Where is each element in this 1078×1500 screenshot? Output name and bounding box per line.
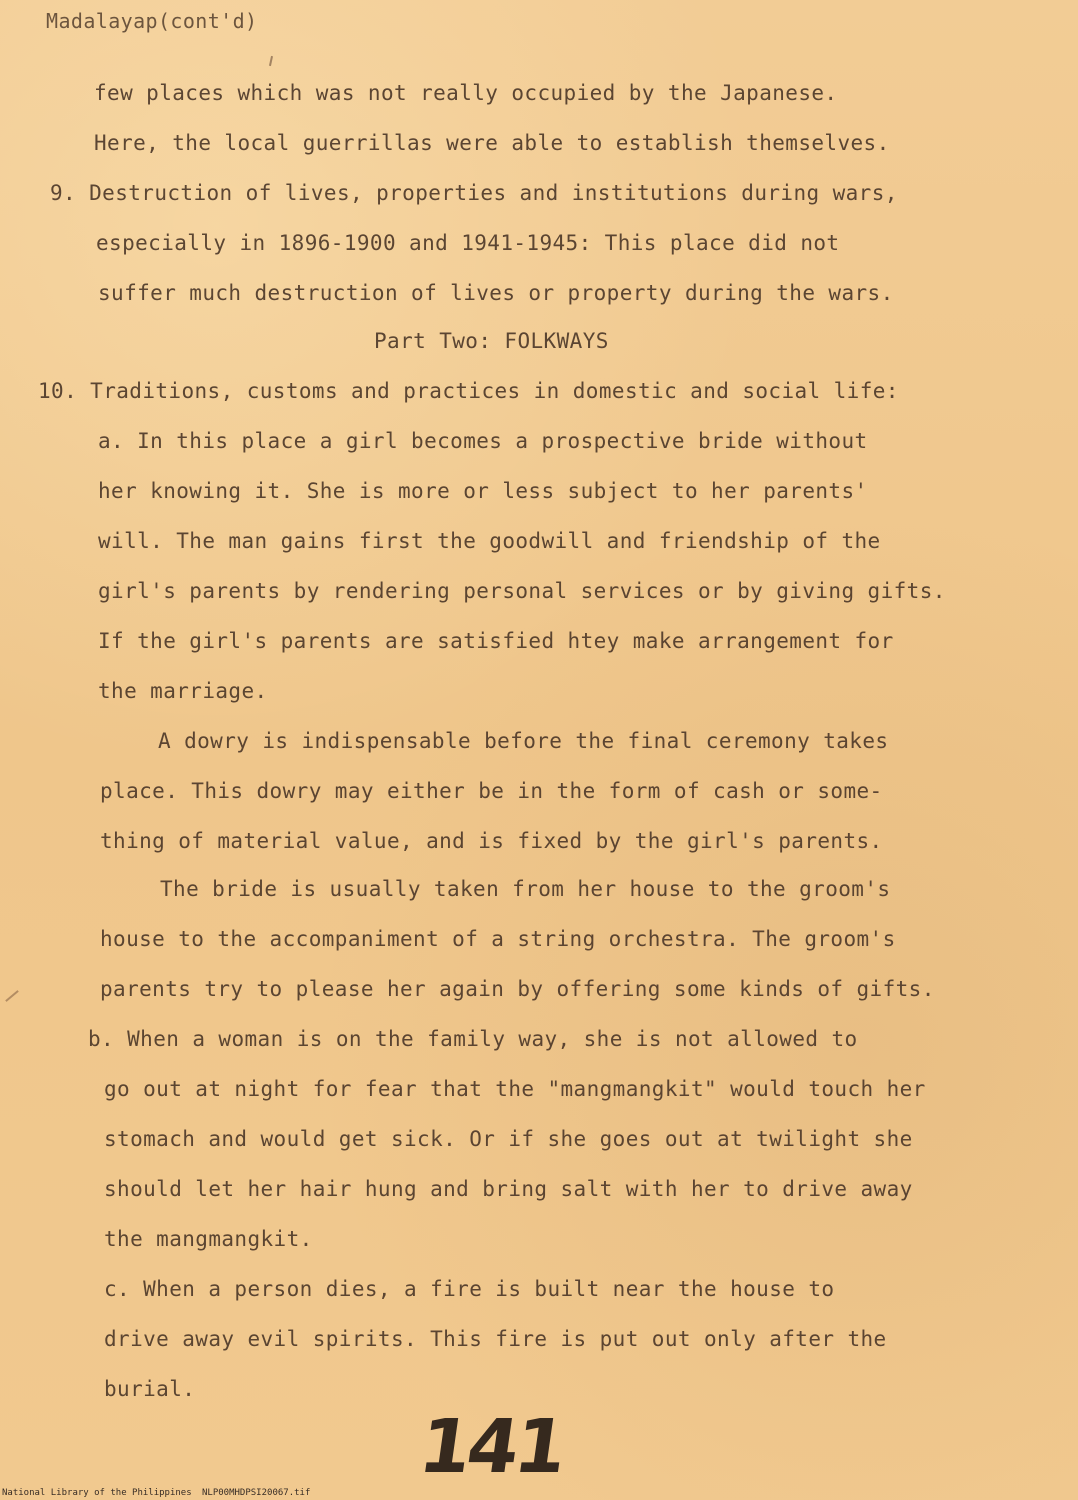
text-line: thing of material value, and is fixed by the girl's parents. bbox=[100, 829, 883, 853]
text-line: A dowry is indispensable before the final ceremony takes bbox=[158, 729, 889, 753]
text-line: 9. Destruction of lives, properties and institutions during wars, bbox=[50, 181, 898, 205]
text-line: Here, the local guerrillas were able to establish themselves. bbox=[94, 131, 890, 155]
text-line: suffer much destruction of lives or property during the wars. bbox=[98, 281, 894, 305]
text-line: should let her hair hung and bring salt with her to drive away bbox=[104, 1177, 913, 1201]
text-line: drive away evil spirits. This fire is put out only after the bbox=[104, 1327, 887, 1351]
edge-mark bbox=[5, 990, 19, 1002]
text-line: few places which was not really occupied by the Japanese. bbox=[94, 81, 838, 105]
text-line: a. In this place a girl becomes a prospective bride without bbox=[98, 429, 868, 453]
footer-right: NLP00MHDPSI20067.tif bbox=[202, 1488, 311, 1498]
text-line: burial. bbox=[104, 1377, 196, 1401]
section-heading: Part Two: FOLKWAYS bbox=[374, 329, 609, 353]
text-line: place. This dowry may either be in the form of cash or some- bbox=[100, 779, 883, 803]
text-line: The bride is usually taken from her house to the groom's bbox=[160, 877, 891, 901]
text-line: her knowing it. She is more or less subject to her parents' bbox=[98, 479, 868, 503]
ink-mark bbox=[269, 56, 273, 66]
footer-left: National Library of the Philippines bbox=[2, 1488, 192, 1498]
text-line: will. The man gains first the goodwill and friendship of the bbox=[98, 529, 881, 553]
document-header: Madalayap(cont'd) bbox=[46, 9, 258, 33]
text-line: go out at night for fear that the "mangmangkit" would touch her bbox=[104, 1077, 926, 1101]
text-line: house to the accompaniment of a string orchestra. The groom's bbox=[100, 927, 896, 951]
text-line: b. When a woman is on the family way, she is not allowed to bbox=[88, 1027, 858, 1051]
page-number: 141 bbox=[413, 1404, 569, 1490]
text-line: c. When a person dies, a fire is built near the house to bbox=[104, 1277, 835, 1301]
text-line: 10. Traditions, customs and practices in domestic and social life: bbox=[38, 379, 899, 403]
text-line: girl's parents by rendering personal services or by giving gifts. bbox=[98, 579, 946, 603]
text-line: especially in 1896-1900 and 1941-1945: This place did not bbox=[96, 231, 840, 255]
text-line: If the girl's parents are satisfied htey make arrangement for bbox=[98, 629, 894, 653]
text-line: stomach and would get sick. Or if she goes out at twilight she bbox=[104, 1127, 913, 1151]
text-line: the mangmangkit. bbox=[104, 1227, 313, 1251]
text-line: parents try to please her again by offering some kinds of gifts. bbox=[100, 977, 935, 1001]
text-line: the marriage. bbox=[98, 679, 268, 703]
